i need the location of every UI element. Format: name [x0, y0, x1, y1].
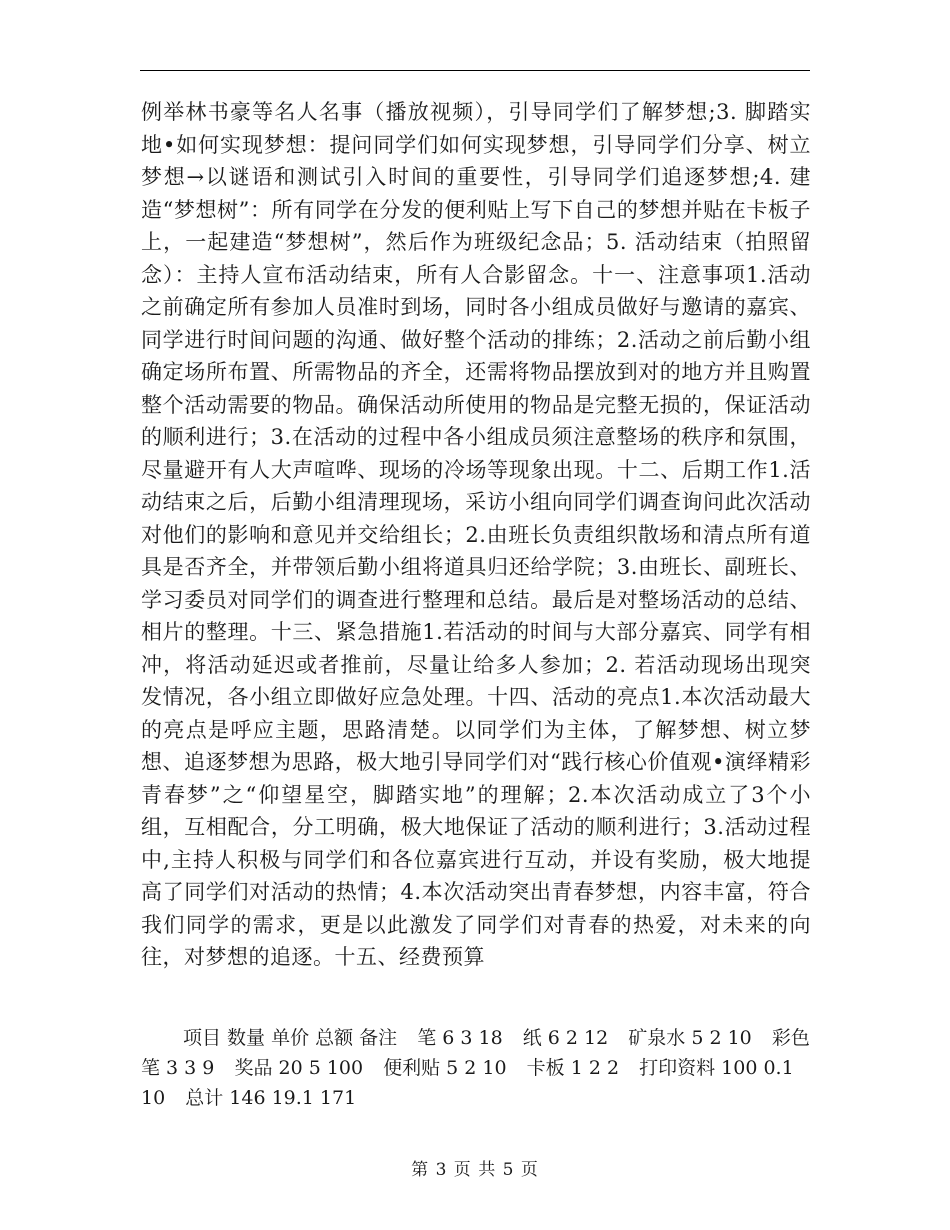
budget-table [141, 1023, 811, 1113]
budget-row: 卡板 1 2 2 [526, 1057, 620, 1079]
budget-row: 奖品 20 5 100 [234, 1057, 364, 1079]
body-paragraph: 例举林书豪等名人名事（播放视频），引导同学们了解梦想;3. 脚踏实地•如何实现梦想：提问同学们如何实现梦想，引导同学们分享、树立梦想→以谜语和测试引入时间的重要性，引导同学们追逐梦想;4. 建造“梦想树”：所有同学在分发的便利贴上写下自己的梦想并贴在卡板子上，一起建造“梦想树”，然后作为班级纪念品；5. 活动结束（拍照留念）：主持人宣布活动结束，所有人合影留念。十一、注意事项1.活动之前确定所有参加人员准时到场，同时各小组成员做好与邀请的嘉宾、同学进行时间问题的沟通、做好整个活动的排练；2.活动之前后勤小组确定场所布置、所需物品的齐全，还需将物品摆放到对的地方并且购置整个活动需要的物品。确保活动所使用的物品是完整无损的，保证活动的顺利进行；3.在活动的过程中各小组成员须注意整场的秩序和氛围，尽量避开有人大声喧哗、现场的冷场等现象出现。十二、后期工作1.活动结束之后，后勤小组清理现场，采访小组向同学们调查询问此次活动对他们的影响和意见并交给组长；2.由班长负责组织散场和清点所有道具是否齐全，并带领后勤小组将道具归还给学院；3.由班长、副班长、学习委员对同学们的调查进行整理和总结。最后是对整场活动的总结、相片的整理。十三、紧急措施1.若活动的时间与大部分嘉宾、同学有相冲，将活动延迟或者推前，尽量让给多人参加；2. 若活动现场出现突发情况，各小组立即做好应急处理。十四、活动的亮点1.本次活动最大的亮点是呼应主题，思路清楚。以同学们为主体，了解梦想、树立梦想、追逐梦想为思路，极大地引导同学们对“践行核心价值观•演绎精彩青春梦”之“仰望星空，脚踏实地”的理解；2.本次活动成立了3个小组，互相配合，分工明确，极大地保证了活动的顺利进行；3.活动过程中,主持人积极与同学们和各位嘉宾进行互动，并设有奖励，极大地提高了同学们对活动的热情；4.本次活动突出青春梦想，内容丰富，符合我们同学的需求，更是以此激发了同学们对青春的热爱，对未来的向往，对梦想的追逐。十五、经费预算 [141, 100, 811, 969]
page-footer: 第 3 页 共 5 页 [411, 1160, 539, 1180]
budget-row: 打印资料 100 0.1 10 [141, 1057, 794, 1109]
header-rule [140, 70, 810, 71]
budget-row: 笔 6 3 18 [417, 1027, 503, 1049]
budget-row: 纸 6 2 12 [522, 1027, 609, 1049]
budget-row: 矿泉水 5 2 10 [628, 1027, 752, 1049]
budget-header: 项目 数量 单价 总额 备注 [183, 1027, 398, 1049]
budget-row: 总计 146 19.1 171 [185, 1087, 357, 1109]
budget-row: 彩色笔 3 3 9 [141, 1027, 810, 1079]
body-text [141, 96, 811, 974]
budget-row: 便利贴 5 2 10 [383, 1057, 507, 1079]
